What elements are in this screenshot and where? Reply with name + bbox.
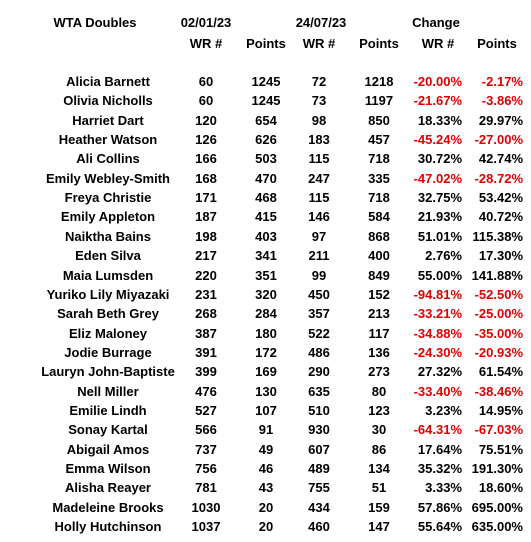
change-points-cell: 17.30% (478, 248, 523, 263)
pts1-cell: 20 (258, 500, 274, 515)
wr1-cell: 171 (195, 190, 217, 205)
player-name: Emily Appleton (60, 209, 156, 224)
change-points-cell: 18.60% (478, 480, 523, 495)
change-points-cell: 40.72% (478, 209, 523, 224)
wr2-cell: 115 (308, 151, 330, 166)
pts1-cell: 468 (255, 190, 277, 205)
wr2-cell: 486 (308, 345, 330, 360)
wr2-cell: 607 (308, 442, 330, 457)
chg-pts-header: Points (477, 36, 517, 51)
pts2-cell: 80 (371, 384, 387, 399)
pts1-cell: 91 (258, 422, 274, 437)
pts2-cell: 584 (368, 209, 390, 224)
change-points-cell: 42.74% (478, 151, 523, 166)
player-name: Abigail Amos (66, 442, 150, 457)
pts1-cell: 626 (255, 132, 277, 147)
pts1-cell: 654 (255, 113, 277, 128)
pts2-cell: 868 (368, 229, 390, 244)
player-name: Harriet Dart (72, 113, 144, 128)
player-name: Jodie Burrage (64, 345, 152, 360)
pts2-cell: 718 (368, 151, 390, 166)
change-points-cell: -27.00% (474, 132, 523, 147)
wr2-cell: 73 (311, 93, 327, 108)
player-name: Naiktha Bains (65, 229, 151, 244)
pts2-cell: 400 (368, 248, 390, 263)
change-points-cell: 695.00% (471, 500, 523, 515)
pts2-cell: 718 (368, 190, 390, 205)
wr1-cell: 1037 (191, 519, 221, 534)
wr1-header: WR # (189, 36, 223, 51)
pts1-cell: 284 (255, 306, 277, 321)
player-name: Freya Christie (64, 190, 152, 205)
change-points-cell: 61.54% (478, 364, 523, 379)
player-name: Nell Miller (77, 384, 139, 399)
pts1-cell: 1245 (251, 74, 281, 89)
wr2-cell: 522 (308, 326, 330, 341)
change-wr-cell: 3.23% (425, 403, 462, 418)
change-points-cell: -28.72% (474, 171, 523, 186)
pts1-cell: 180 (255, 326, 277, 341)
wr2-cell: 357 (308, 306, 330, 321)
pts2-cell: 134 (368, 461, 390, 476)
wr1-cell: 566 (195, 422, 217, 437)
wr2-cell: 146 (308, 209, 330, 224)
pts1-cell: 403 (255, 229, 277, 244)
pts1-cell: 169 (255, 364, 277, 379)
wr1-cell: 391 (195, 345, 217, 360)
change-points-cell: -20.93% (474, 345, 523, 360)
wr1-cell: 187 (195, 209, 217, 224)
change-wr-cell: 51.01% (417, 229, 462, 244)
change-wr-cell: 2.76% (425, 248, 462, 263)
change-points-cell: -3.86% (481, 93, 523, 108)
pts1-cell: 503 (255, 151, 277, 166)
change-points-cell: -35.00% (474, 326, 523, 341)
change-points-cell: 29.97% (478, 113, 523, 128)
change-wr-cell: -45.24% (413, 132, 462, 147)
pts2-cell: 123 (368, 403, 390, 418)
wr1-cell: 198 (195, 229, 217, 244)
change-wr-cell: -47.02% (413, 171, 462, 186)
pts2-cell: 51 (371, 480, 387, 495)
change-points-cell: -52.50% (474, 287, 523, 302)
wr1-cell: 268 (195, 306, 217, 321)
player-name: Madeleine Brooks (52, 500, 164, 515)
wr2-cell: 460 (308, 519, 330, 534)
player-name: Emilie Lindh (69, 403, 147, 418)
wr2-cell: 247 (308, 171, 330, 186)
wr1-cell: 60 (198, 74, 214, 89)
player-name: Heather Watson (58, 132, 158, 147)
player-name: Sonay Kartal (68, 422, 148, 437)
change-wr-cell: 57.86% (417, 500, 462, 515)
player-name: Olivia Nicholls (63, 93, 153, 108)
change-wr-cell: 18.33% (417, 113, 462, 128)
change-points-cell: 635.00% (471, 519, 523, 534)
wr2-cell: 755 (308, 480, 330, 495)
change-wr-cell: 35.32% (417, 461, 462, 476)
change-points-cell: -67.03% (474, 422, 523, 437)
pts1-cell: 130 (255, 384, 277, 399)
pts1-cell: 415 (255, 209, 277, 224)
change-points-cell: 75.51% (478, 442, 523, 457)
pts1-header: Points (246, 36, 286, 51)
wr2-cell: 99 (311, 268, 327, 283)
pts1-cell: 341 (255, 248, 277, 263)
change-wr-cell: 55.64% (417, 519, 462, 534)
wr2-cell: 115 (308, 190, 330, 205)
pts2-cell: 1218 (364, 74, 394, 89)
change-points-cell: 115.38% (472, 229, 523, 244)
wr1-cell: 399 (195, 364, 217, 379)
wr1-cell: 387 (195, 326, 217, 341)
wr2-cell: 510 (308, 403, 330, 418)
change-wr-cell: -20.00% (413, 74, 462, 89)
player-name: Alicia Barnett (66, 74, 150, 89)
pts2-header: Points (359, 36, 399, 51)
pts1-cell: 20 (258, 519, 274, 534)
wr1-cell: 217 (195, 248, 217, 263)
player-name: Ali Collins (76, 151, 140, 166)
player-name: Eden Silva (75, 248, 141, 263)
pts2-cell: 335 (368, 171, 390, 186)
pts1-cell: 46 (258, 461, 274, 476)
wr2-cell: 290 (308, 364, 330, 379)
pts2-cell: 457 (368, 132, 390, 147)
wr1-cell: 166 (195, 151, 217, 166)
pts2-cell: 1197 (364, 93, 394, 108)
pts1-cell: 1245 (251, 93, 281, 108)
player-name: Lauryn John-Baptiste (41, 364, 175, 379)
change-wr-cell: 30.72% (417, 151, 462, 166)
pts1-cell: 172 (255, 345, 277, 360)
player-name: Sarah Beth Grey (57, 306, 159, 321)
pts2-cell: 86 (371, 442, 387, 457)
change-wr-cell: -34.88% (413, 326, 462, 341)
pts2-cell: 117 (368, 326, 390, 341)
wr1-cell: 756 (195, 461, 217, 476)
wr1-cell: 168 (195, 171, 217, 186)
wr1-cell: 126 (195, 132, 217, 147)
pts2-cell: 136 (368, 345, 390, 360)
player-name: Emily Webley-Smith (45, 171, 170, 186)
change-wr-cell: 27.32% (417, 364, 462, 379)
pts2-cell: 213 (368, 306, 390, 321)
wr2-cell: 489 (308, 461, 330, 476)
player-name: Eliz Maloney (68, 326, 148, 341)
change-wr-cell: -64.31% (413, 422, 462, 437)
player-name: Emma Wilson (65, 461, 151, 476)
wr1-cell: 737 (195, 442, 217, 457)
pts1-cell: 107 (255, 403, 277, 418)
date2-header: 24/07/23 (295, 15, 347, 30)
change-points-cell: -38.46% (474, 384, 523, 399)
wr1-cell: 1030 (191, 500, 221, 515)
change-wr-cell: 32.75% (417, 190, 462, 205)
change-wr-cell: 3.33% (425, 480, 462, 495)
wr2-cell: 183 (308, 132, 330, 147)
date1-header: 02/01/23 (180, 15, 232, 30)
wr2-cell: 930 (308, 422, 330, 437)
wr1-cell: 527 (195, 403, 217, 418)
player-name: Alisha Reayer (65, 480, 151, 495)
wr1-cell: 60 (198, 93, 214, 108)
wr2-cell: 97 (311, 229, 327, 244)
table-title: WTA Doubles (53, 15, 137, 30)
pts2-cell: 30 (371, 422, 387, 437)
change-header: Change (412, 15, 460, 30)
pts1-cell: 43 (258, 480, 274, 495)
wr2-cell: 635 (308, 384, 330, 399)
change-points-cell: 141.88% (471, 268, 523, 283)
pts2-cell: 273 (368, 364, 390, 379)
pts1-cell: 470 (255, 171, 277, 186)
change-points-cell: -25.00% (474, 306, 523, 321)
change-points-cell: 191.30% (471, 461, 523, 476)
change-wr-cell: -21.67% (413, 93, 462, 108)
wr1-cell: 231 (195, 287, 217, 302)
pts1-cell: 49 (258, 442, 274, 457)
wr2-cell: 72 (311, 74, 327, 89)
change-wr-cell: 21.93% (417, 209, 462, 224)
change-wr-cell: 55.00% (417, 268, 462, 283)
change-wr-cell: -24.30% (413, 345, 462, 360)
pts2-cell: 147 (368, 519, 390, 534)
wr1-cell: 220 (195, 268, 217, 283)
pts1-cell: 351 (255, 268, 277, 283)
player-name: Holly Hutchinson (54, 519, 162, 534)
pts2-cell: 850 (368, 113, 390, 128)
wr1-cell: 120 (195, 113, 217, 128)
pts1-cell: 320 (255, 287, 277, 302)
pts2-cell: 849 (368, 268, 390, 283)
change-wr-cell: 17.64% (417, 442, 462, 457)
wr2-cell: 450 (308, 287, 330, 302)
player-name: Yuriko Lily Miyazaki (46, 287, 170, 302)
chg-wr-header: WR # (421, 36, 455, 51)
player-name: Maia Lumsden (62, 268, 154, 283)
wr1-cell: 781 (195, 480, 217, 495)
pts2-cell: 152 (368, 287, 390, 302)
change-wr-cell: -33.21% (413, 306, 462, 321)
change-wr-cell: -33.40% (413, 384, 462, 399)
change-wr-cell: -94.81% (413, 287, 462, 302)
change-points-cell: -2.17% (481, 74, 523, 89)
wr1-cell: 476 (195, 384, 217, 399)
change-points-cell: 14.95% (478, 403, 523, 418)
wr2-header: WR # (302, 36, 336, 51)
pts2-cell: 159 (368, 500, 390, 515)
wr2-cell: 434 (308, 500, 330, 515)
change-points-cell: 53.42% (478, 190, 523, 205)
wr2-cell: 211 (308, 248, 330, 263)
wr2-cell: 98 (311, 113, 327, 128)
